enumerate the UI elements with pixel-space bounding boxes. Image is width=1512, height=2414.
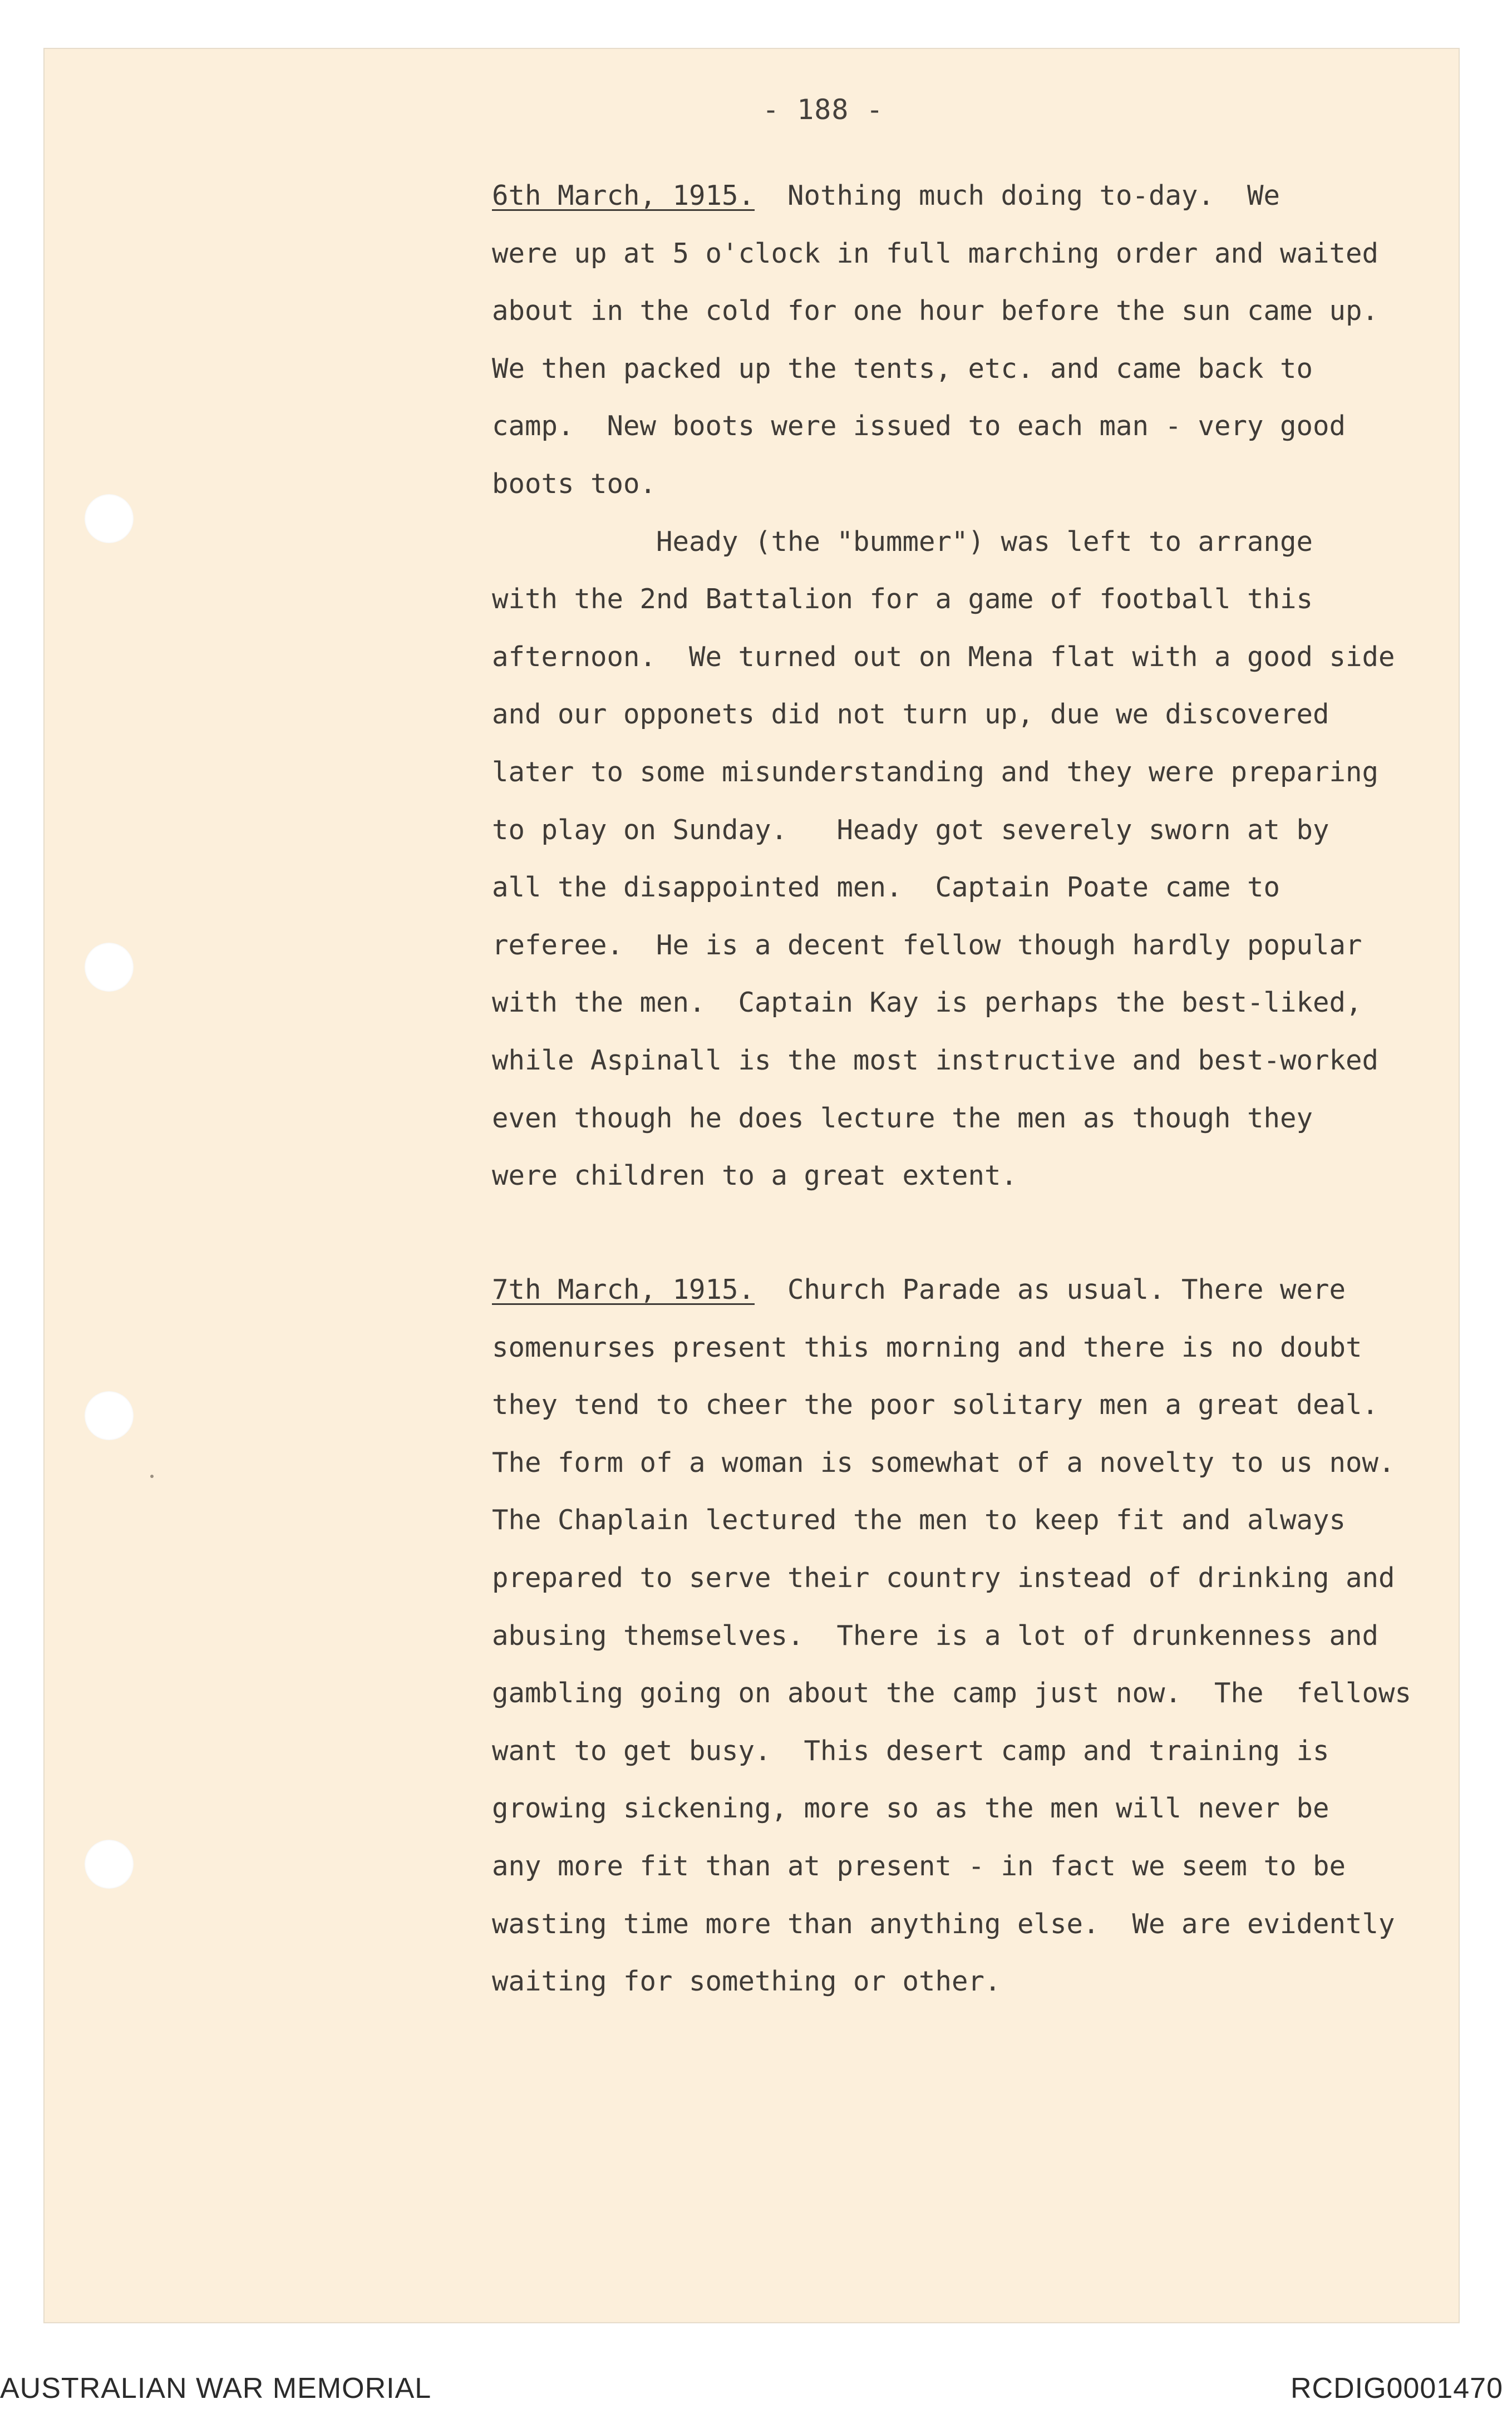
entry-line: any more fit than at present - in fact we seem to be: [492, 1850, 1346, 1882]
footer-institution: AUSTRALIAN WAR MEMORIAL: [0, 2372, 432, 2405]
entry-line: gambling going on about the camp just now. The fellows: [492, 1677, 1412, 1709]
entry-text: Nothing much doing to-day. We: [755, 180, 1280, 211]
entry-line: even though he does lecture the men as though they: [492, 1102, 1313, 1134]
entry-line: prepared to serve their country instead of drinking and: [492, 1561, 1395, 1594]
entry-text: Church Parade as usual. There were: [755, 1274, 1346, 1305]
entry-line: [492, 1205, 1460, 1263]
entry-line: were up at 5 o'clock in full marching order and waited: [492, 237, 1379, 269]
entry-line: want to get busy. This desert camp and training is: [492, 1735, 1329, 1767]
diary-entry: [492, 167, 1460, 1262]
entry-line: waiting for something or other.: [492, 1965, 1001, 1998]
entry-first-line: [492, 1261, 1460, 1319]
entry-line: referee. He is a decent fellow though hardly popular: [492, 929, 1362, 961]
entry-line: were children to a great extent.: [492, 1160, 1018, 1192]
entry-line: The Chaplain lectured the men to keep fit and always: [492, 1504, 1346, 1536]
entry-line: all the disappointed men. Captain Poate came to: [492, 871, 1280, 904]
entry-line: afternoon. We turned out on Mena flat with a good side: [492, 641, 1395, 673]
entry-line: about in the cold for one hour before the sun came up.: [492, 295, 1379, 327]
entry-date: 7th March, 1915.: [492, 1274, 755, 1305]
entry-line: camp. New boots were issued to each man - very good: [492, 410, 1346, 442]
punch-hole: [85, 943, 134, 992]
entry-line: later to some misunderstanding and they were preparing: [492, 756, 1379, 788]
entry-line: The form of a woman is somewhat of a novelty to us now.: [492, 1446, 1395, 1479]
entry-line: with the men. Captain Kay is perhaps the best-liked,: [492, 987, 1362, 1019]
entry-line: and our opponets did not turn up, due we discovered: [492, 698, 1329, 731]
footer-record-id: RCDIG0001470: [1291, 2372, 1503, 2405]
entry-line: growing sickening, more so as the men will never be: [492, 1792, 1329, 1825]
paper-speck: [150, 1475, 154, 1478]
entry-line: abusing themselves. There is a lot of drunkenness and: [492, 1619, 1379, 1652]
entry-date: 6th March, 1915.: [492, 180, 755, 211]
punch-hole: [85, 1391, 134, 1440]
entry-first-line: [492, 167, 1460, 225]
diary-entry: [492, 1261, 1460, 2011]
punch-hole: [85, 1840, 134, 1889]
entry-line: while Aspinall is the most instructive and best-worked: [492, 1044, 1379, 1076]
entry-line: wasting time more than anything else. We are evidently: [492, 1908, 1395, 1940]
punch-hole: [85, 494, 134, 543]
entry-line: boots too.: [492, 467, 657, 500]
entry-line: they tend to cheer the poor solitary men a great deal.: [492, 1389, 1379, 1421]
entry-line: We then packed up the tents, etc. and came back to: [492, 352, 1313, 385]
entry-line: somenurses present this morning and there is no doubt: [492, 1331, 1362, 1363]
entry-line: Heady (the "bummer") was left to arrange: [492, 525, 1313, 558]
page-number: - 188 -: [762, 93, 884, 126]
entry-line: with the 2nd Battalion for a game of football this: [492, 583, 1313, 615]
entry-line: to play on Sunday. Heady got severely sworn at by: [492, 814, 1329, 846]
